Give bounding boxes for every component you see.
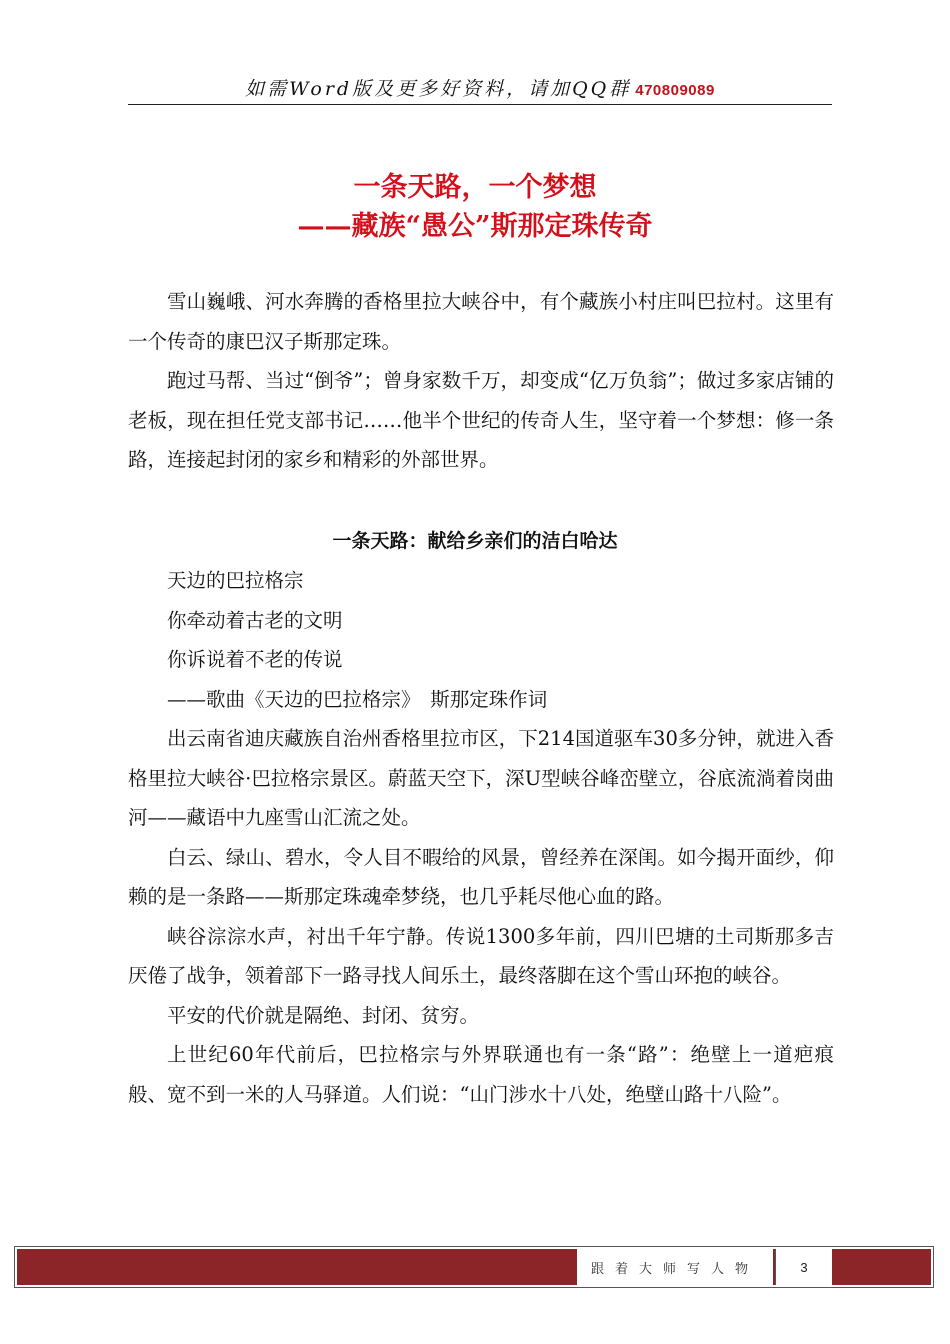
body-paragraph-3: 峡谷淙淙水声，衬出千年宁静。传说1300多年前，四川巴塘的土司斯那多吉厌倦了战争，领着部下一路寻找人间乐土，最终落脚在这个雪山环抱的峡谷。 — [128, 924, 834, 987]
body-paragraph-1: 出云南省迪庆藏族自治州香格里拉市区，下214国道驱车30多分钟，就进入香格里拉大峡谷·巴拉格宗景区。蔚蓝天空下，深U型峡谷峰峦壁立，谷底流淌着岗曲河——藏语中九座雪山汇流之处。 — [128, 727, 834, 829]
title-line-1: 一条天路，一个梦想 — [353, 172, 597, 203]
poem-line-2: 你牵动着古老的文明 — [167, 608, 343, 632]
page-number: 3 — [775, 1249, 832, 1285]
header-text: 如需Word版及更多好资料，请加QQ群 — [245, 78, 632, 100]
poem-line-3: 你诉说着不老的传说 — [167, 648, 343, 671]
footer-text: 跟着大师写人物 — [577, 1249, 773, 1285]
intro-block — [128, 282, 834, 480]
intro-paragraph-2: 跑过马帮、当过“倒爷”；曾身家数千万，却变成“亿万负翁”；做过多家店铺的老板，现在担任党支部书记……他半个世纪的传奇人生，坚守着一个梦想：修一条路，连接起封闭的家乡和精彩的外部世界。 — [128, 369, 834, 471]
body-paragraph-5: 上世纪60年代前后，巴拉格宗与外界联通也有一条“路”：绝壁上一道疤痕般、宽不到一米的人马驿道。人们说：“山门涉水十八处，绝壁山路十八险”。 — [128, 1043, 834, 1106]
footer-band — [17, 1249, 931, 1285]
section-body — [128, 561, 834, 1114]
poem-line-1: 天边的巴拉格宗 — [167, 569, 304, 592]
header-qq-number: 470809089 — [635, 82, 715, 99]
intro-paragraph-1: 雪山巍峨、河水奔腾的香格里拉大峡谷中，有个藏族小村庄叫巴拉村。这里有一个传奇的康巴汉子斯那定珠。 — [128, 290, 834, 353]
section-heading: 一条天路：献给乡亲们的洁白哈达 — [332, 530, 618, 552]
title-line-2: ——藏族“愚公”斯那定珠传奇 — [297, 211, 653, 242]
page-footer — [14, 1246, 934, 1288]
body-paragraph-2: 白云、绿山、碧水，令人目不暇给的风景，曾经养在深闺。如今揭开面纱，仰赖的是一条路——斯那定珠魂牵梦绕，也几乎耗尽他心血的路。 — [128, 845, 834, 908]
page-header — [128, 74, 832, 105]
body-paragraph-4: 平安的代价就是隔绝、封闭、贫穷。 — [167, 1003, 480, 1027]
poem-credit: ——歌曲《天边的巴拉格宗》 斯那定珠作词 — [167, 687, 548, 711]
